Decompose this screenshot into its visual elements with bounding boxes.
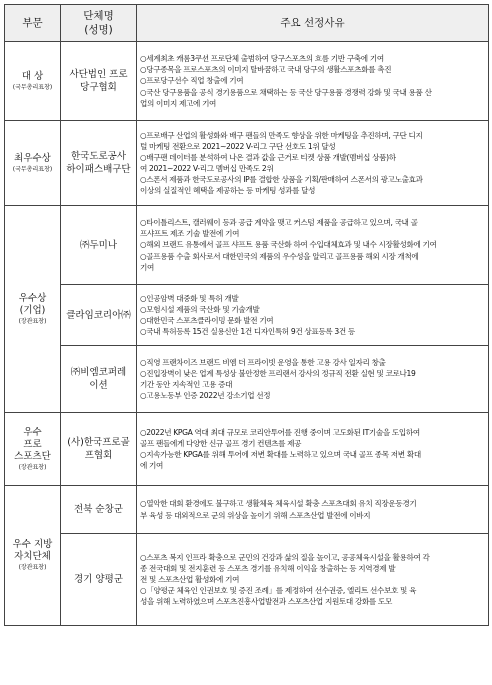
- category-award-type: (국무총리표창): [12, 83, 53, 91]
- reason-line: 골프 팬들에게 다양한 신규 골프 경기 컨텐츠를 제공: [140, 438, 302, 448]
- org-name: 클라임코리아㈜: [66, 309, 131, 321]
- reason-line: ○진입장벽이 낮은 업계 특성상 불안정한 프리랜서 강사의 정규직 전환 실현 및 코로나19: [140, 368, 416, 378]
- header-org-line: 단체명: [83, 10, 114, 22]
- category-cell: [5, 42, 61, 121]
- category-label: 프로: [23, 438, 42, 450]
- table-row: [5, 413, 489, 486]
- category-label: 우수 지방: [12, 539, 53, 550]
- reason-cell: [137, 413, 489, 486]
- reason-item: [140, 552, 485, 585]
- reason-line: 성을 위해 노력하였으며 스포츠진흥사업발전과 스포츠산업 지원토대 강화를 도모: [140, 597, 392, 607]
- table-row: [5, 42, 489, 121]
- reason-item: [140, 304, 485, 315]
- reason-line: ○열악한 대회 환경에도 불구하고 생활체육 체육시설 확충 스포츠대회 유치 직장운동경기: [140, 499, 417, 509]
- reason-item: [140, 585, 485, 607]
- category-award-type: (장관표창): [18, 564, 47, 571]
- reason-line: 털 마케팅 전환으로 2021~2022 V-리그 구단 선호도 1위 달성: [140, 141, 336, 151]
- org-name-cell: [61, 413, 137, 486]
- reason-line: ○타이틀리스트, 캘러웨이 등과 공급 계약을 맺고 커스텀 제품을 공급하고 있으며, 국내 골: [140, 218, 418, 228]
- reason-item: [140, 53, 485, 64]
- reason-line: ○프로배구 산업의 활성화와 배구 팬들의 만족도 향상을 위한 마케팅을 추진하며, 구단 디지: [140, 130, 423, 140]
- reason-line: ○스폰서 제품과 한국도로공사의 IP를 결합한 상품을 기획/판매하여 스폰서의 광고노출효과: [140, 175, 423, 185]
- reason-cell: [137, 285, 489, 346]
- table-row: [5, 534, 489, 626]
- table-row: [5, 285, 489, 346]
- org-name: (사)한국프로골: [67, 437, 130, 448]
- reason-line: 프샤프트 제조 기술 발전에 기여: [140, 229, 240, 239]
- reason-item: [140, 251, 485, 262]
- reason-item: [140, 326, 485, 337]
- category-label: 우수: [23, 426, 42, 438]
- category-award-type: (국무총리표창): [12, 165, 53, 173]
- reason-cell: [137, 346, 489, 413]
- org-name-cell: [61, 285, 137, 346]
- header-reason: 주요 선정사유: [137, 5, 489, 42]
- category-label: 최우수상: [14, 152, 51, 164]
- org-name: 전북 순창군: [74, 504, 123, 515]
- reason-line: 종 전국대회 및 전지훈련 등 스포츠 경기를 유치해 이익을 창출하는 등 지역경제 발: [140, 563, 396, 573]
- award-table: [4, 4, 489, 626]
- category-award-type: (장관표창): [18, 317, 47, 325]
- category-cell: [5, 121, 61, 206]
- org-name: 하이패스배구단: [66, 164, 131, 175]
- reason-cell: [137, 534, 489, 626]
- reason-line: ○스포츠 복지 인프라 확충으로 군민의 건강과 삶의 질을 높이고, 공공체육시설을 활용하여 각: [140, 552, 430, 562]
- reason-item: [140, 217, 485, 239]
- reason-item: [140, 427, 485, 449]
- category-label: (기업): [19, 304, 46, 316]
- org-name-cell: [61, 206, 137, 285]
- reason-line: ○국내 특허등록 15건 실용신안 1건 디자인특허 9건 상표등록 3건 등: [140, 327, 355, 337]
- reason-line: 기여: [140, 262, 154, 272]
- table-row: [5, 486, 489, 534]
- reason-item: [140, 239, 485, 250]
- reason-item: [140, 449, 485, 471]
- org-name: 경기 양평군: [74, 574, 123, 585]
- org-name-cell: [61, 486, 137, 534]
- reason-line: 부 육성 등 대외적으로 군의 위상을 높이기 위해 스포츠산업 발전에 이바지: [140, 510, 371, 520]
- reason-item: [140, 262, 485, 273]
- award-table-container: [4, 4, 488, 626]
- reason-item: [140, 174, 485, 196]
- org-name-cell: [61, 42, 137, 121]
- reason-line: 기간 동안 지속적인 고용 증대: [140, 380, 233, 389]
- category-label: 자치단체: [14, 551, 51, 562]
- reason-item: [140, 75, 485, 86]
- reason-item: [140, 87, 485, 109]
- org-name: 프협회: [84, 450, 113, 461]
- reason-line: ○대한민국 스포츠클라이밍 문화 발전 기여: [140, 316, 274, 325]
- reason-line: ○모험시설 제품의 국산화 및 기술개발: [140, 304, 260, 314]
- category-cell: [5, 206, 61, 413]
- category-label: 스포츠단: [14, 450, 51, 462]
- org-name: 한국도로공사: [70, 151, 127, 162]
- header-category: 부문: [5, 5, 61, 42]
- category-label: 우수상: [18, 292, 47, 304]
- reason-item: [140, 357, 485, 368]
- category-label: 대 상: [21, 70, 44, 82]
- reason-line: 업의 이미지 제고에 기여: [140, 98, 217, 108]
- reason-line: ○프로당구선수 직업 창출에 기여: [140, 76, 244, 86]
- reason-line: 이상의 실질적인 혜택을 제공하는 등 마케팅 성과를 달성: [140, 186, 316, 196]
- reason-item: [140, 64, 485, 75]
- reason-line: 에 기여: [140, 461, 164, 471]
- org-name-cell: [61, 534, 137, 626]
- reason-line: ○배구팬 데이터를 분석하여 나온 결과 값을 근거로 티켓 상품 개발(멤버십 상품)하: [140, 152, 396, 162]
- reason-line: ○골프용품 수출 회사로서 대한민국의 제품의 우수성을 알리고 골프용품 해외 시장 개척에: [140, 251, 419, 261]
- reason-line: ○국산 당구용품을 공식 경기용품으로 채택하는 등 국산 당구용품 경쟁력 강화 및 국내 용품 산: [140, 87, 432, 97]
- category-cell: [5, 486, 61, 626]
- org-name: 사단법인 프로: [69, 69, 128, 80]
- header-org-line: (성명): [84, 24, 113, 36]
- reason-line: ○고용노동부 인증 2022년 강소기업 선정: [140, 391, 271, 401]
- header-row: [5, 5, 489, 42]
- reason-cell: [137, 121, 489, 206]
- reason-line: ○2022년 KPGA 역대 최대 규모로 코리안투어를 진행 중이며 고도화된 IT기술을 도입하여: [140, 427, 420, 437]
- org-name: 당구협회: [80, 82, 117, 93]
- table-row: [5, 121, 489, 206]
- reason-line: ○「양평군 체육인 인권보호 및 증진 조례」를 제정하여 선수권증, 엘리트 선수보호 및 육: [140, 586, 417, 596]
- org-name-cell: [61, 346, 137, 413]
- reason-line: ○직영 프랜차이즈 브랜드 비엠 더 프라이빗 운영을 통한 고용 강사 일자리 창출: [140, 357, 386, 367]
- reason-line: ○인공암벽 대중화 및 특허 개발: [140, 293, 239, 303]
- reason-line: 전 및 스포츠산업 활성화에 기여: [140, 574, 240, 584]
- reason-item: [140, 368, 485, 390]
- reason-line: ○해외 브랜드 유통에서 골프 샤프트 용품 국산화 하여 수입대체효과 및 내수 시장활성화에 기여: [140, 240, 437, 250]
- reason-item: [140, 315, 485, 326]
- org-name: ㈜비엠코퍼레: [70, 367, 127, 378]
- header-org: [61, 5, 137, 42]
- reason-item: [140, 390, 485, 401]
- org-name: ㈜두미나: [79, 239, 118, 251]
- reason-line: 여 2021~2022 V-리그 멤버십 만족도 2위: [140, 164, 274, 173]
- reason-cell: [137, 42, 489, 121]
- org-name: 이션: [89, 380, 108, 391]
- reason-item: [140, 293, 485, 304]
- reason-line: ○세계최초 캐롬3쿠션 프로단체 출범하여 당구스포츠의 흐름 기반 구축에 기여: [140, 54, 384, 64]
- reason-line: ○지속가능한 KPGA를 위해 투어에 저변 확대를 노력하고 있으며 국내 골프 종목 저변 확대: [140, 450, 421, 459]
- org-name-cell: [61, 121, 137, 206]
- reason-line: ○당구종목을 프로스포츠의 이미지 탈바꿈하고 국내 당구의 생활스포츠화를 촉진: [140, 65, 392, 75]
- table-row: [5, 346, 489, 413]
- reason-cell: [137, 486, 489, 534]
- category-cell: [5, 413, 61, 486]
- reason-item: [140, 130, 485, 152]
- reason-item: [140, 152, 485, 174]
- reason-item: [140, 498, 485, 520]
- table-row: [5, 206, 489, 285]
- category-award-type: (장관표창): [18, 463, 47, 471]
- reason-cell: [137, 206, 489, 285]
